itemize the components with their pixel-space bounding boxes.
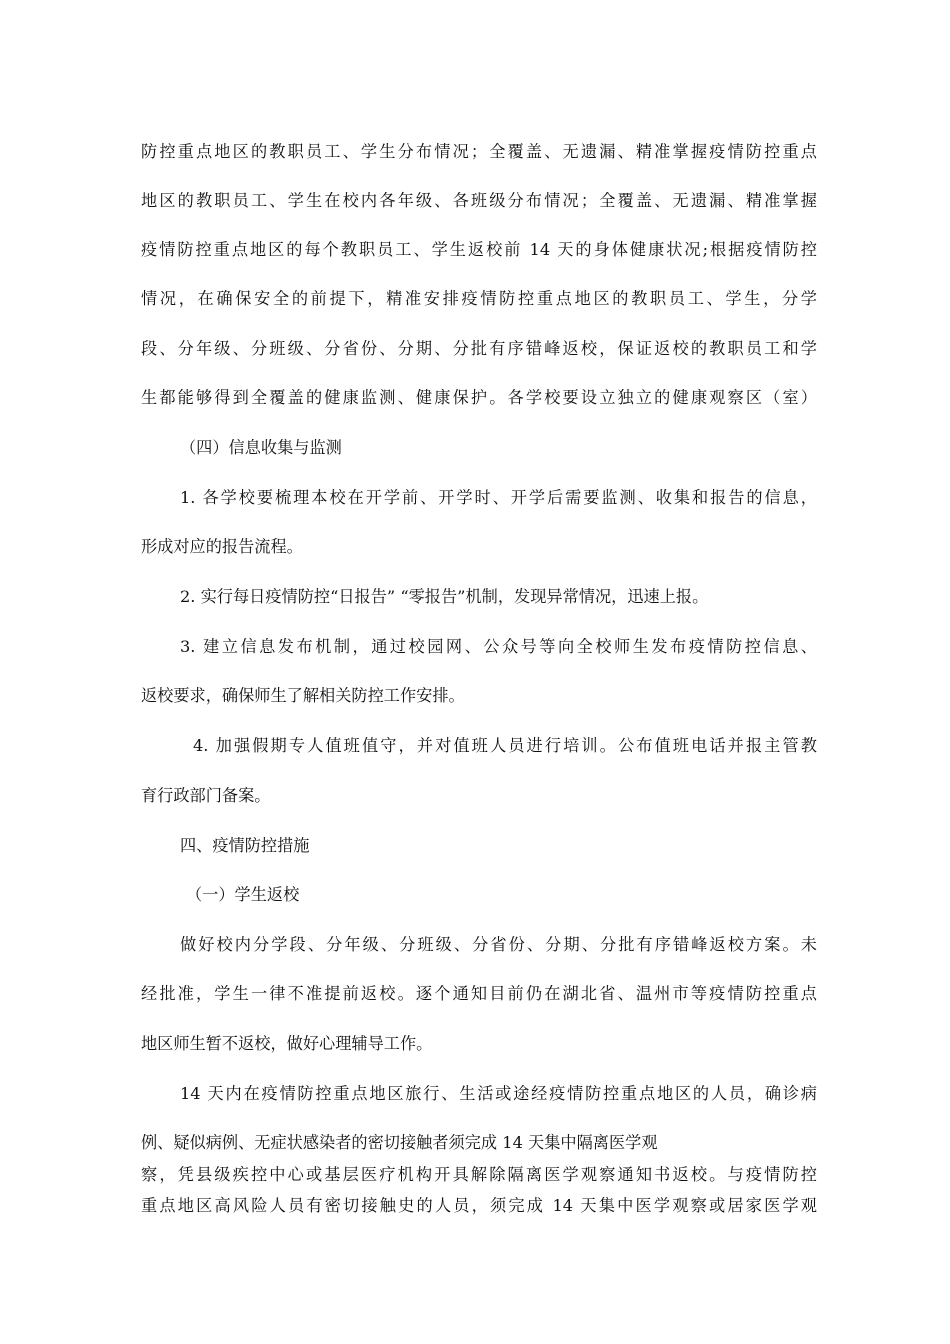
list-item: 2. 实行每日疫情防控“日报告” “零报告”机制，发现异常情况，迅速上报。 [180,587,709,606]
paragraph-line: 例、疑似病例、无症状感染者的密切接触者须完成 14 天集中隔离医学观 [141,1133,658,1152]
paragraph-line: 地区师生暂不返校，做好心理辅导工作。 [141,1034,433,1053]
section-heading: 四、疫情防控措施 [180,836,310,855]
paragraph-line: 重点地区高风险人员有密切接触史的人员，须完成 14 天集中医学观察或居家医学观 [141,1196,817,1215]
paragraph-line: 形成对应的报告流程。 [141,537,303,556]
paragraph-line: 育行政部门备案。 [141,786,271,805]
paragraph-line: 14 天内在疫情防控重点地区旅行、生活或途经疫情防控重点地区的人员，确诊病 [180,1084,817,1103]
paragraph-line: 段、分年级、分班级、分省份、分期、分批有序错峰返校，保证返校的教职员工和学 [141,339,817,358]
paragraph-line: 返校要求，确保师生了解相关防控工作安排。 [141,686,465,705]
paragraph-line: 察，凭县级疾控中心或基层医疗机构开具解除隔离医学观察通知书返校。与疫情防控 [141,1165,817,1184]
paragraph-line: 生都能够得到全覆盖的健康监测、健康保护。各学校要设立独立的健康观察区（室） [141,388,817,407]
paragraph-line: 疫情防控重点地区的每个教职员工、学生返校前 14 天的身体健康状况;根据疫情防控 [141,240,817,259]
paragraph-line: 做好校内分学段、分年级、分班级、分省份、分期、分批有序错峰返校方案。未 [180,935,817,954]
paragraph-line: 情况，在确保安全的前提下，精准安排疫情防控重点地区的教职员工、学生，分学 [141,289,817,308]
list-item: 4. 加强假期专人值班值守，并对值班人员进行培训。公布值班电话并报主管教 [193,736,817,755]
paragraph-line: 地区的教职员工、学生在校内各年级、各班级分布情况；全覆盖、无遗漏、精准掌握 [141,191,817,210]
subsection-heading: （一）学生返校 [186,885,300,904]
paragraph-line: 防控重点地区的教职员工、学生分布情况；全覆盖、无遗漏、精准掌握疫情防控重点 [141,142,817,161]
list-item: 3. 建立信息发布机制，通过校园网、公众号等向全校师生发布疫情防控信息、 [180,637,817,656]
section-heading: （四）信息收集与监测 [180,438,342,457]
paragraph-line: 经批准，学生一律不准提前返校。逐个通知目前仍在湖北省、温州市等疫情防控重点 [141,984,817,1003]
list-item: 1. 各学校要梳理本校在开学前、开学时、开学后需要监测、收集和报告的信息， [180,488,817,507]
